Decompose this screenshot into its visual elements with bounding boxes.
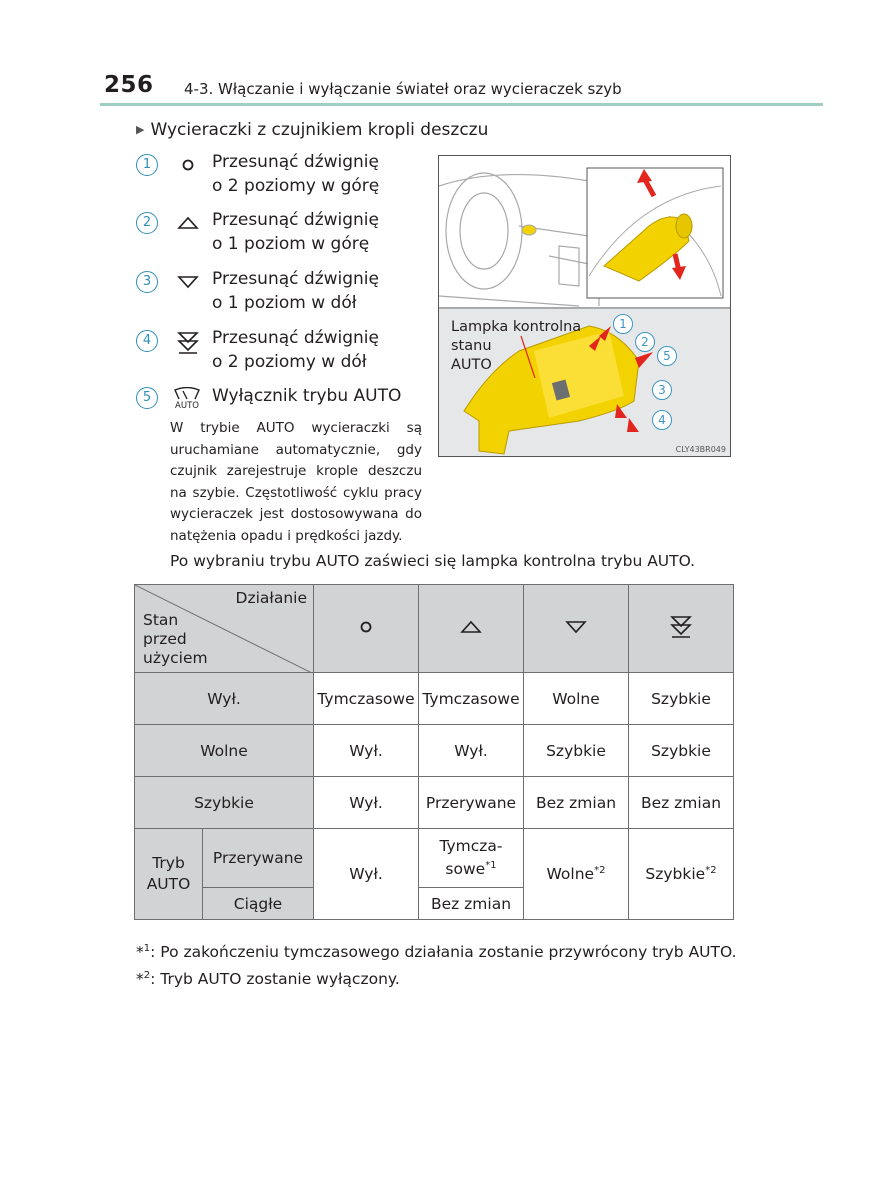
auto-mode-header: Tryb AUTO: [135, 829, 203, 920]
table-corner-cell: [135, 585, 314, 673]
footnote: *$^1$: Po zakończeniu tymczasowego działania zostanie przywrócony tryb AUTO.: [136, 943, 737, 962]
table-cell: Tymczasowe: [419, 673, 524, 725]
subheading-text: Wycieraczki z czujnikiem kropli deszczu: [150, 120, 489, 140]
column-header-double-triangle: [629, 585, 734, 673]
wiper-lever-illustration: [439, 156, 730, 456]
figure-number-3: 3: [652, 380, 672, 400]
figure-number-4: 4: [652, 410, 672, 430]
description-paragraph: W trybie AUTO wycieraczki są uruchamiane automatycznie, gdy czujnik zarejestruje krople deszczu na szybie. Częstotliwość cyklu pracy wycieraczek jest dostosowywana do natężenia opadu i prędkości jazdy.: [170, 420, 422, 544]
row-axis-label: Stan przed użyciem: [143, 611, 208, 667]
table-cell: Wył.: [314, 725, 419, 777]
row-header: Przerywane: [203, 829, 314, 888]
number-badge: 3: [136, 271, 158, 293]
number-badge: 5: [136, 387, 158, 409]
item-text: Przesunąć dźwignię o 1 poziom w górę: [212, 210, 379, 254]
table-cell: Bez zmian: [419, 888, 524, 920]
bullet-triangle-icon: ▶: [136, 123, 145, 136]
table-cell: Bez zmian: [629, 777, 734, 829]
circle-icon: [176, 154, 200, 176]
number-badge: 4: [136, 330, 158, 352]
double-triangle-down-icon: [176, 330, 200, 356]
table-row: [135, 829, 734, 888]
column-header-circle: [314, 585, 419, 673]
triangle-down-icon: [176, 271, 200, 293]
triangle-up-icon: [176, 212, 200, 234]
item-text: Wyłącznik trybu AUTO: [212, 386, 402, 406]
table-cell: Szybkie: [629, 725, 734, 777]
item-text: Przesunąć dźwignię o 1 poziom w dół: [212, 269, 379, 313]
header-divider: [100, 103, 823, 106]
column-header-triangle-up: [419, 585, 524, 673]
row-header: Wolne: [135, 725, 314, 777]
table-cell: Szybkie: [524, 725, 629, 777]
table-row: [135, 725, 734, 777]
table-row: [135, 673, 734, 725]
number-badge: 1: [136, 154, 158, 176]
column-header-triangle-down: [524, 585, 629, 673]
triangle-up-icon: [459, 616, 483, 638]
table-row: [135, 777, 734, 829]
row-header: Wył.: [135, 673, 314, 725]
figure-number-2: 2: [635, 332, 655, 352]
figure-number-5: 5: [657, 346, 677, 366]
number-badge: 2: [136, 212, 158, 234]
table-cell: Wył.: [314, 829, 419, 920]
table-cell: Wolne$^{*2}$: [524, 829, 629, 920]
triangle-down-icon: [564, 616, 588, 638]
row-header: Szybkie: [135, 777, 314, 829]
auto-wiper-icon: AUTO: [170, 387, 204, 409]
section-title: 4-3. Włączanie i wyłączanie świateł oraz wycieraczek szyb: [184, 80, 622, 98]
footnote: *$^2$: Tryb AUTO zostanie wyłączony.: [136, 970, 400, 989]
figure-number-1: 1: [613, 314, 633, 334]
table-cell: Szybkie$^{*2}$: [629, 829, 734, 920]
item-text: Przesunąć dźwignię o 2 poziomy w górę: [212, 152, 380, 196]
double-triangle-down-icon: [669, 614, 693, 640]
column-axis-label: Działanie: [235, 589, 307, 607]
subheading: [136, 120, 488, 140]
auto-note: Po wybraniu trybu AUTO zaświeci się lampka kontrolna trybu AUTO.: [170, 552, 696, 570]
item-text: Przesunąć dźwignię o 2 poziomy w dół: [212, 328, 379, 372]
figure-code: CLY43BR049: [675, 445, 726, 454]
row-header: Ciągłe: [203, 888, 314, 920]
table-cell: Wył.: [419, 725, 524, 777]
page-number: 256: [104, 72, 154, 98]
table-cell: Tymcza- sowe$^{*1}$: [419, 829, 524, 888]
table-cell: Przerywane: [419, 777, 524, 829]
wiper-lever-figure: [438, 155, 731, 457]
wiper-operation-table: [134, 584, 734, 920]
table-cell: Szybkie: [629, 673, 734, 725]
table-cell: Tymczasowe: [314, 673, 419, 725]
table-cell: Bez zmian: [524, 777, 629, 829]
indicator-label: Lampka kontrolna stanu AUTO: [451, 319, 582, 373]
table-cell: Wolne: [524, 673, 629, 725]
table-cell: Wył.: [314, 777, 419, 829]
circle-icon: [354, 616, 378, 638]
